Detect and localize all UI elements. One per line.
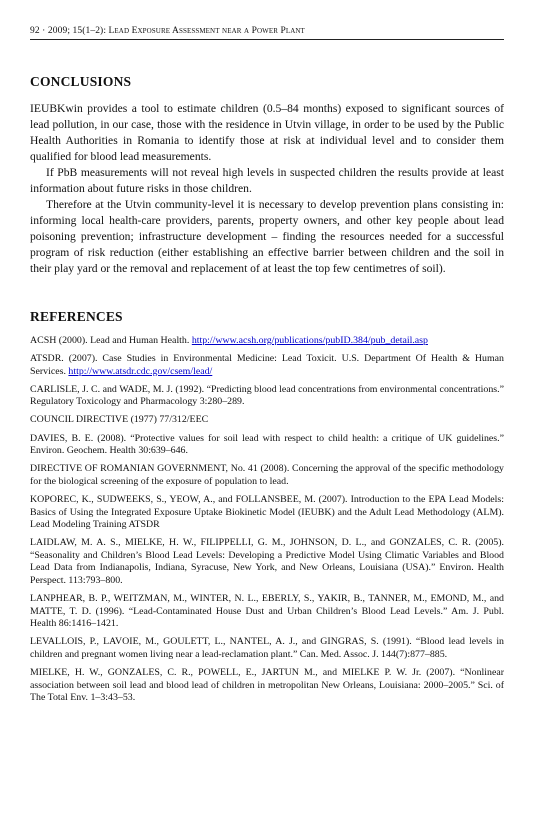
reference-item: DIRECTIVE OF ROMANIAN GOVERNMENT, No. 41 (2008). Concerning the approval of the specific methodology for the biological screening of the exposure of population to lead. [30,463,504,487]
reference-item: LEVALLOIS, P., LAVOIE, M., GOULETT, L., NANTEL, A. J., and GINGRAS, S. (1991). “Blood lead levels in children and pregnant women living near a lead-reclamation plant.” Can. Med. Assoc. J. 144(7):877–885. [30,636,504,660]
reference-item [30,353,504,378]
reference-link[interactable]: http://www.atsdr.cdc.gov/csem/lead/ [68,365,213,377]
reference-item: CARLISLE, J. C. and WADE, M. J. (1992). “Predicting blood lead concentrations from environmental concentrations.” Regulatory Toxicology and Pharmacology 3:280–289. [30,383,504,408]
reference-text: ACSH (2000). Lead and Human Health. [30,335,192,346]
reference-item: KOPOREC, K., SUDWEEKS, S., YEOW, A., and FOLLANSBEE, M. (2007). Introduction to the EPA Lead Models: Basics of Using the Integrated Exposure Uptake Biokinetic Model (IEUBK) and the Adult Lead Methodology (ALM). Lead Modeling Training ATSDR [30,493,504,531]
reference-item [30,335,504,348]
page-number: 92 [30,26,40,36]
page [30,26,504,710]
conclusions-body [30,101,504,277]
reference-item: MIELKE, H. W., GONZALES, C. R., POWELL, E., JARTUN M., and MIELKE P. W. Jr. (2007). “Nonlinear association between soil lead and blood lead of children in metropolitan New Orleans, Louisiana: 2000–2005.” Sci. of The Total Env. 1–3:43–53. [30,667,504,704]
conclusions-paragraph: IEUBKwin provides a tool to estimate children (0.5–84 months) exposed to significant sources of lead pollution, in our case, those with the residence in Utvin village, in order to be used by the Public Health Authorities in Romania to identify those at risk at individual level and to consider them qualified for blood lead measurements. [30,102,504,163]
conclusions-heading: CONCLUSIONS [30,74,132,89]
reference-item: DAVIES, B. E. (2008). “Protective values for soil lead with respect to child health: a critique of UK guidelines.” Environ. Geochem. Health 30:639–646. [30,432,504,457]
reference-link[interactable]: http://www.acsh.org/publications/pubID.384/pub_detail.asp [191,335,428,346]
running-head-separator: · [39,26,48,36]
running-head [30,26,504,40]
reference-item: COUNCIL DIRECTIVE (1977) 77/312/EEC [30,414,209,426]
references-heading: REFERENCES [30,309,123,324]
conclusions-paragraph: Therefore at the Utvin community-level it is necessary to develop prevention plans consisting in: informing local health-care providers, parents, property owners, and other key people about lead poisoning prevention; infrastructure development – finding the resources needed for a successful program of risk reduction (either establishing an effective barrier between children and the soil in their play yard or the removal and replacement of at least the top few centimetres of soil). [30,198,504,275]
reference-item: LANPHEAR, B. P., WEITZMAN, M., WINTER, N. L., EBERLY, S., YAKIR, B., TANNER, M., EMOND, M., and MATTE, T. D. (1996). “Lead-Contaminated House Dust and Urban Children’s Blood Lead Levels.” Am. J. Publ. Health 86:1416–1421. [30,593,504,630]
reference-item: LAIDLAW, M. A. S., MIELKE, H. W., FILIPPELLI, G. M., JOHNSON, D. L., and GONZALES, C. R. (2005). “Seasonality and Children’s Blood Lead Levels: Developing a Predictive Model Using Climatic Variables and Blood Lead Data from Indianapolis, Indiana, Syracuse, New York, and New Orleans, Louisiana (USA).” Environ. Health Perspect. 113:793–800. [30,537,504,586]
references-list [30,335,504,705]
running-title: Lead Exposure Assessment near a Power Plant [108,26,305,36]
conclusions-paragraph: If PbB measurements will not reveal high levels in suspected children the results provide at least information about future risks in those children. [30,166,504,195]
journal-volume: 2009; 15(1–2): [47,26,109,36]
reference-text: ATSDR. (2007). Case Studies in Environmental Medicine: Lead Toxicit. U.S. Department Of Health & Human Services. [30,353,504,377]
